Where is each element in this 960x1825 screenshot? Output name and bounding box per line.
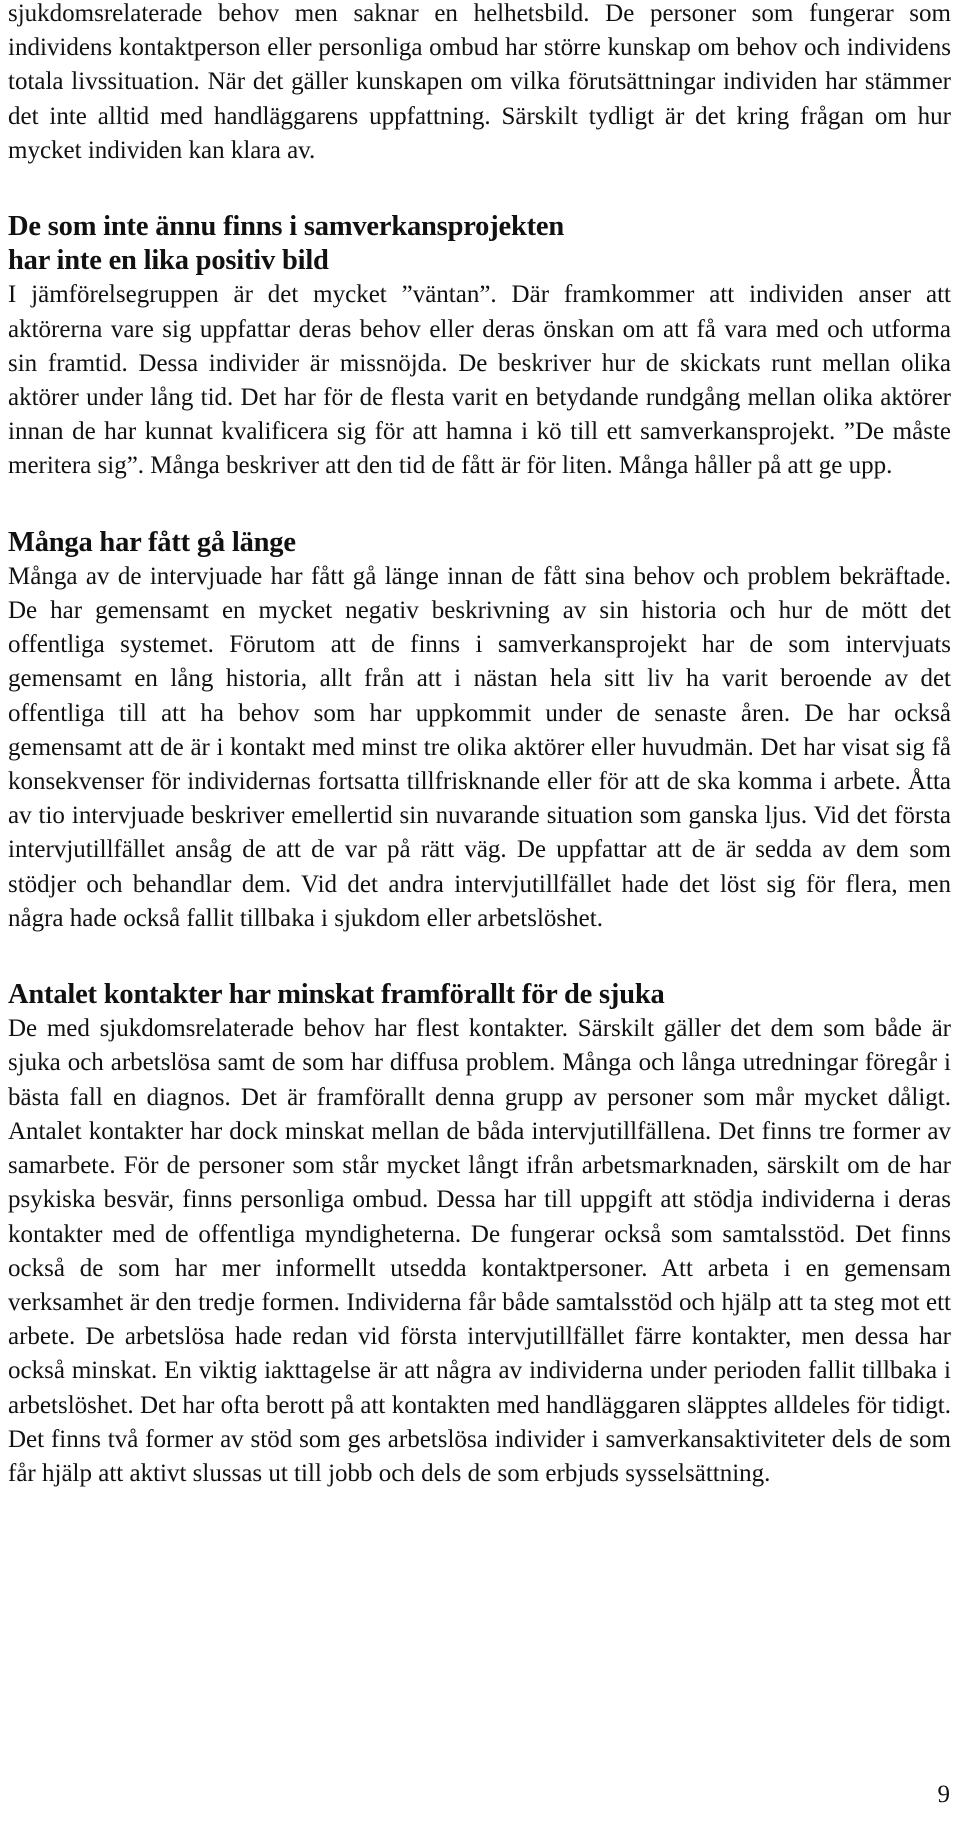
section-waited-long [8, 526, 951, 936]
section-contacts-decreased [8, 978, 951, 1491]
section-comparison-group [8, 210, 951, 484]
page-number: 9 [937, 1781, 950, 1808]
section-body: De med sjukdomsrelaterade behov har flest kontakter. Särskilt gäller det dem som både är sjuka och arbetslösa samt de som har diffusa problem. Många och långa utredningar föregår i bästa fall en diagnos. Det är framförallt denna grupp av personer som mår mycket dåligt. Antalet kontakter har dock minskat mellan de båda intervjutillfällena. Det finns tre former av samarbete. För de personer som står mycket långt ifrån arbetsmarknaden, särskilt om de har psykiska besvär, finns personliga ombud. Dessa har till uppgift att stödja individerna i deras kontakter med de offentliga myndigheterna. De fungerar också som samtalsstöd. Det finns också de som har mer informellt utsedda kontaktpersoner. Att arbeta i en gemensam verksamhet är den tredje formen. Individerna får både samtalsstöd och hjälp att ta steg mot ett arbete. De arbetslösa hade redan vid första intervjutillfället färre kontakter, men dessa har också minskat. En viktig iakttagelse är att några av individerna under perioden fallit tillbaka i arbetslöshet. Det har ofta berott på att kontakten med handläggaren släpptes alldeles för tidigt. Det finns två former av stöd som ges arbetslösa individer i samverkansaktiviteter dels de som får hjälp att aktivt slussas ut till jobb och dels de som erbjuds sysselsättning. [8, 1015, 951, 1487]
section-heading: Antalet kontakter har minskat framförallt för de sjuka [8, 979, 665, 1011]
section-heading-line-2: har inte en lika positiv bild [8, 245, 329, 277]
section-heading: Många har fått gå länge [8, 526, 296, 558]
section-heading-line-1: De som inte ännu finns i samverkansprojekten [8, 211, 564, 243]
intro-paragraph: sjukdomsrelaterade behov men saknar en helhetsbild. De personer som fungerar som individens kontaktperson eller personliga ombud har större kunskap om behov och individens totala livssituation. När det gäller kunskapen om vilka förutsättningar individen har stämmer det inte alltid med handläggarens uppfattning. Särskilt tydligt är det kring frågan om hur mycket individen kan klara av. [8, 0, 951, 164]
section-body: I jämförelsegruppen är det mycket ”väntan”. Där framkommer att individen anser att aktörerna vare sig uppfattar deras behov eller deras önskan om att få vara med och utforma sin framtid. Dessa individer är missnöjda. De beskriver hur de skickats runt mellan olika aktörer under lång tid. Det har för de flesta varit en betydande rundgång mellan olika aktörer innan de har kunnat kvalificera sig för att hamna i kö till ett samverkansprojekt. ”De måste meritera sig”. Många beskriver att den tid de fått är för liten. Många håller på att ge upp. [8, 281, 951, 480]
section-body: Många av de intervjuade har fått gå länge innan de fått sina behov och problem bekräftade. De har gemensamt en mycket negativ beskrivning av sin historia och hur de mött det offentliga systemet. Förutom att de finns i samverkansprojekt har de som intervjuats gemensamt en lång historia, allt från att i nästan hela sitt liv ha varit beroende av det offentliga till att ha behov som har uppkommit under de senaste åren. De har också gemensamt att de är i kontakt med minst tre olika aktörer eller huvudmän. Det har visat sig få konsekvenser för individernas fortsatta tillfrisknande eller för att de ska komma i arbete. Åtta av tio intervjuade beskriver emellertid sin nuvarande situation som ganska ljus. Vid det första intervjutillfället ansåg de att de var på rätt väg. De uppfattar att de är sedda av dem som stödjer och behandlar dem. Vid det andra intervjutillfället hade det löst sig för flera, men några hade också fallit tillbaka i sjukdom eller arbetslöshet. [8, 562, 951, 932]
document-page [8, 0, 951, 1491]
section-heading [8, 210, 951, 278]
